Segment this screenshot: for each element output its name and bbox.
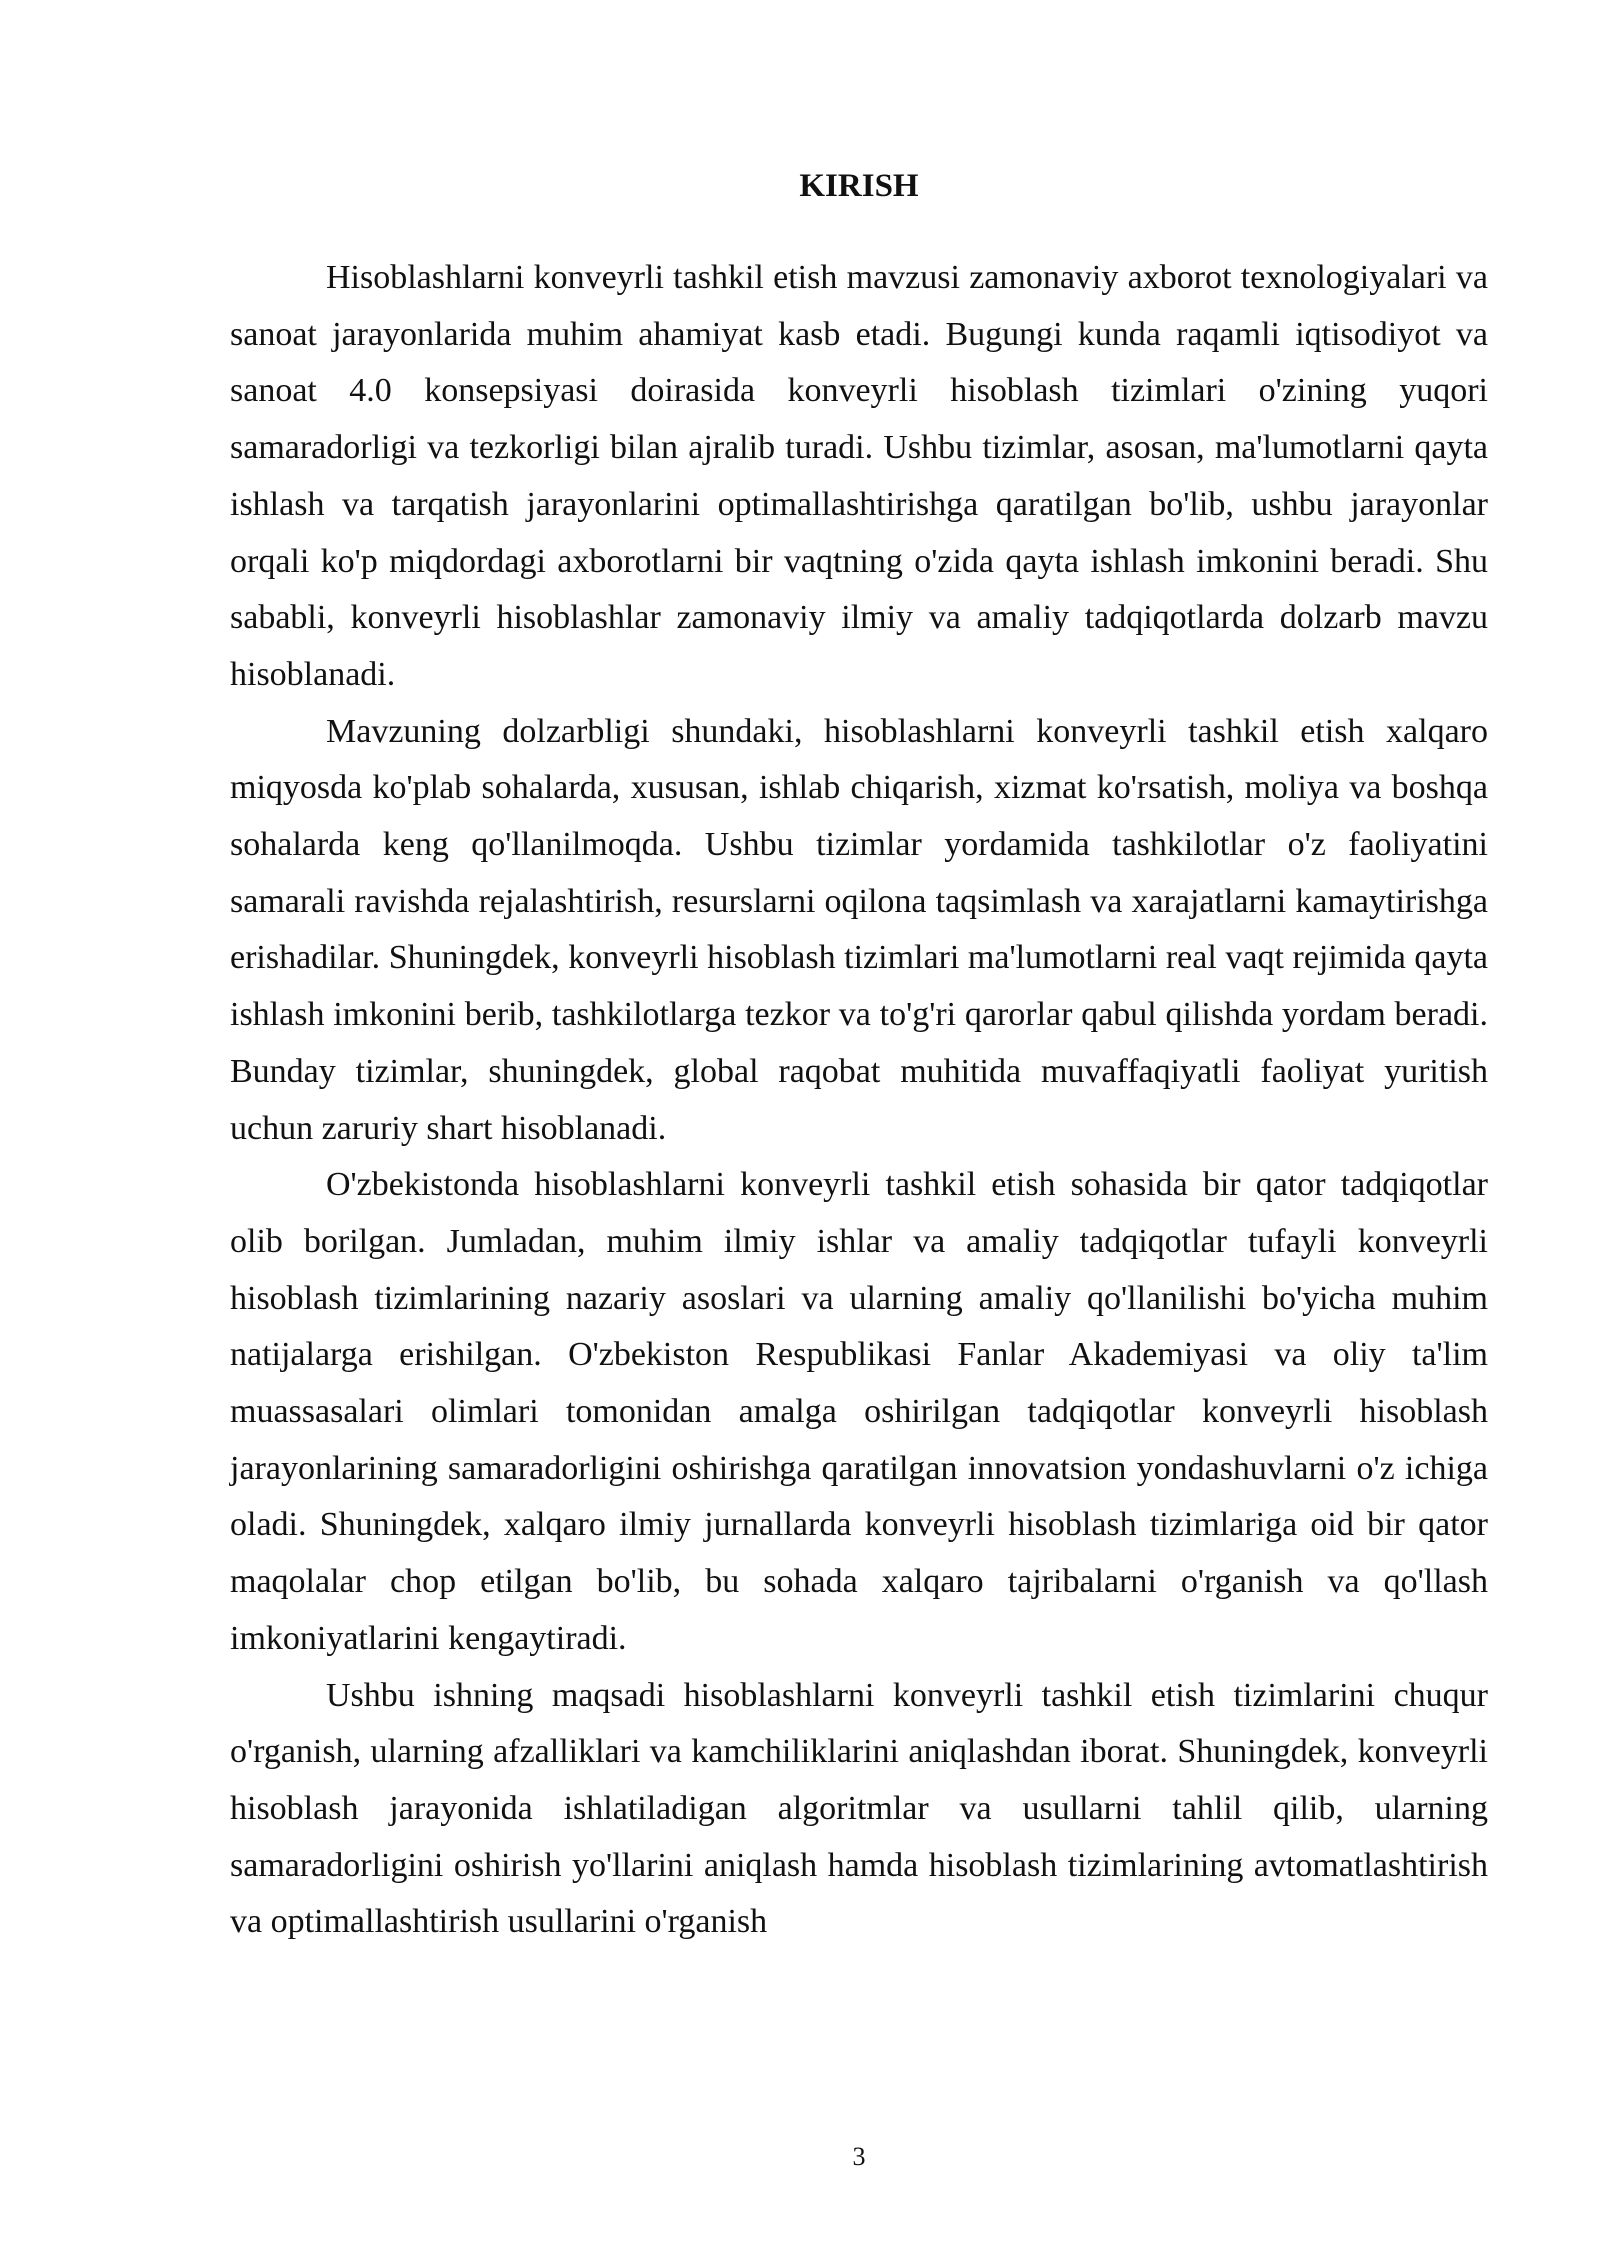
- paragraph-4: Ushbu ishning maqsadi hisoblashlarni konveyrli tashkil etish tizimlarini chuqur o'rganish, ularning afzalliklari va kamchiliklarini aniqlashdan iborat. Shuningdek, konveyrli hisoblash jarayonida ishlatiladigan algoritmlar va usullarni tahlil qilib, ularning samaradorligini oshirish yo'llarini aniqlash hamda hisoblash tizimlarining avtomatlashtirish va optimallashtirish usullarini o'rganish: [230, 1676, 1488, 1941]
- body-text: [230, 250, 1488, 1951]
- paragraph-2: Mavzuning dolzarbligi shundaki, hisoblashlarni konveyrli tashkil etish xalqaro miqyosda ko'plab sohalarda, xususan, ishlab chiqarish, xizmat ko'rsatish, moliya va boshqa sohalarda keng qo'llanilmoqda. Ushbu tizimlar yordamida tashkilotlar o'z faoliyatini samarali ravishda rejalashtirish, resurslarni oqilona taqsimlash va xarajatlarni kamaytirishga erishadilar. Shuningdek, konveyrli hisoblash tizimlari ma'lumotlarni real vaqt rejimida qayta ishlash imkonini berib, tashkilotlarga tezkor va to'g'ri qarorlar qabul qilishda yordam beradi. Bunday tizimlar, shuningdek, global raqobat muhitida muvaffaqiyatli faoliyat yuritish uchun zaruriy shart hisoblanadi.: [230, 712, 1488, 1147]
- paragraph-3: O'zbekistonda hisoblashlarni konveyrli tashkil etish sohasida bir qator tadqiqotlar olib borilgan. Jumladan, muhim ilmiy ishlar va amaliy tadqiqotlar tufayli konveyrli hisoblash tizimlarining nazariy asoslari va ularning amaliy qo'llanilishi bo'yicha muhim natijalarga erishilgan. O'zbekiston Respublikasi Fanlar Akademiyasi va oliy ta'lim muassasalari olimlari tomonidan amalga oshirilgan tadqiqotlar konveyrli hisoblash jarayonlarining samaradorligini oshirishga qaratilgan innovatsion yondashuvlarni o'z ichiga oladi. Shuningdek, xalqaro ilmiy jurnallarda konveyrli hisoblash tizimlariga oid bir qator maqolalar chop etilgan bo'lib, bu sohada xalqaro tajribalarni o'rganish va qo'llash imkoniyatlarini kengaytiradi.: [230, 1166, 1488, 1657]
- section-title: KIRISH: [799, 168, 919, 204]
- page-number: 3: [852, 2142, 866, 2171]
- paragraph-1: Hisoblashlarni konveyrli tashkil etish mavzusi zamonaviy axborot texnologiyalari va sanoat jarayonlarida muhim ahamiyat kasb etadi. Bugungi kunda raqamli iqtisodiyot va sanoat 4.0 konsepsiyasi doirasida konveyrli hisoblash tizimlari o'zining yuqori samaradorligi va tezkorligi bilan ajralib turadi. Ushbu tizimlar, asosan, ma'lumotlarni qayta ishlash va tarqatish jarayonlarini optimallashtirishga qaratilgan bo'lib, ushbu jarayonlar orqali ko'p miqdordagi axborotlarni bir vaqtning o'zida qayta ishlash imkonini beradi. Shu sababli, konveyrli hisoblashlar zamonaviy ilmiy va amaliy tadqiqotlarda dolzarb mavzu hisoblanadi.: [230, 259, 1488, 693]
